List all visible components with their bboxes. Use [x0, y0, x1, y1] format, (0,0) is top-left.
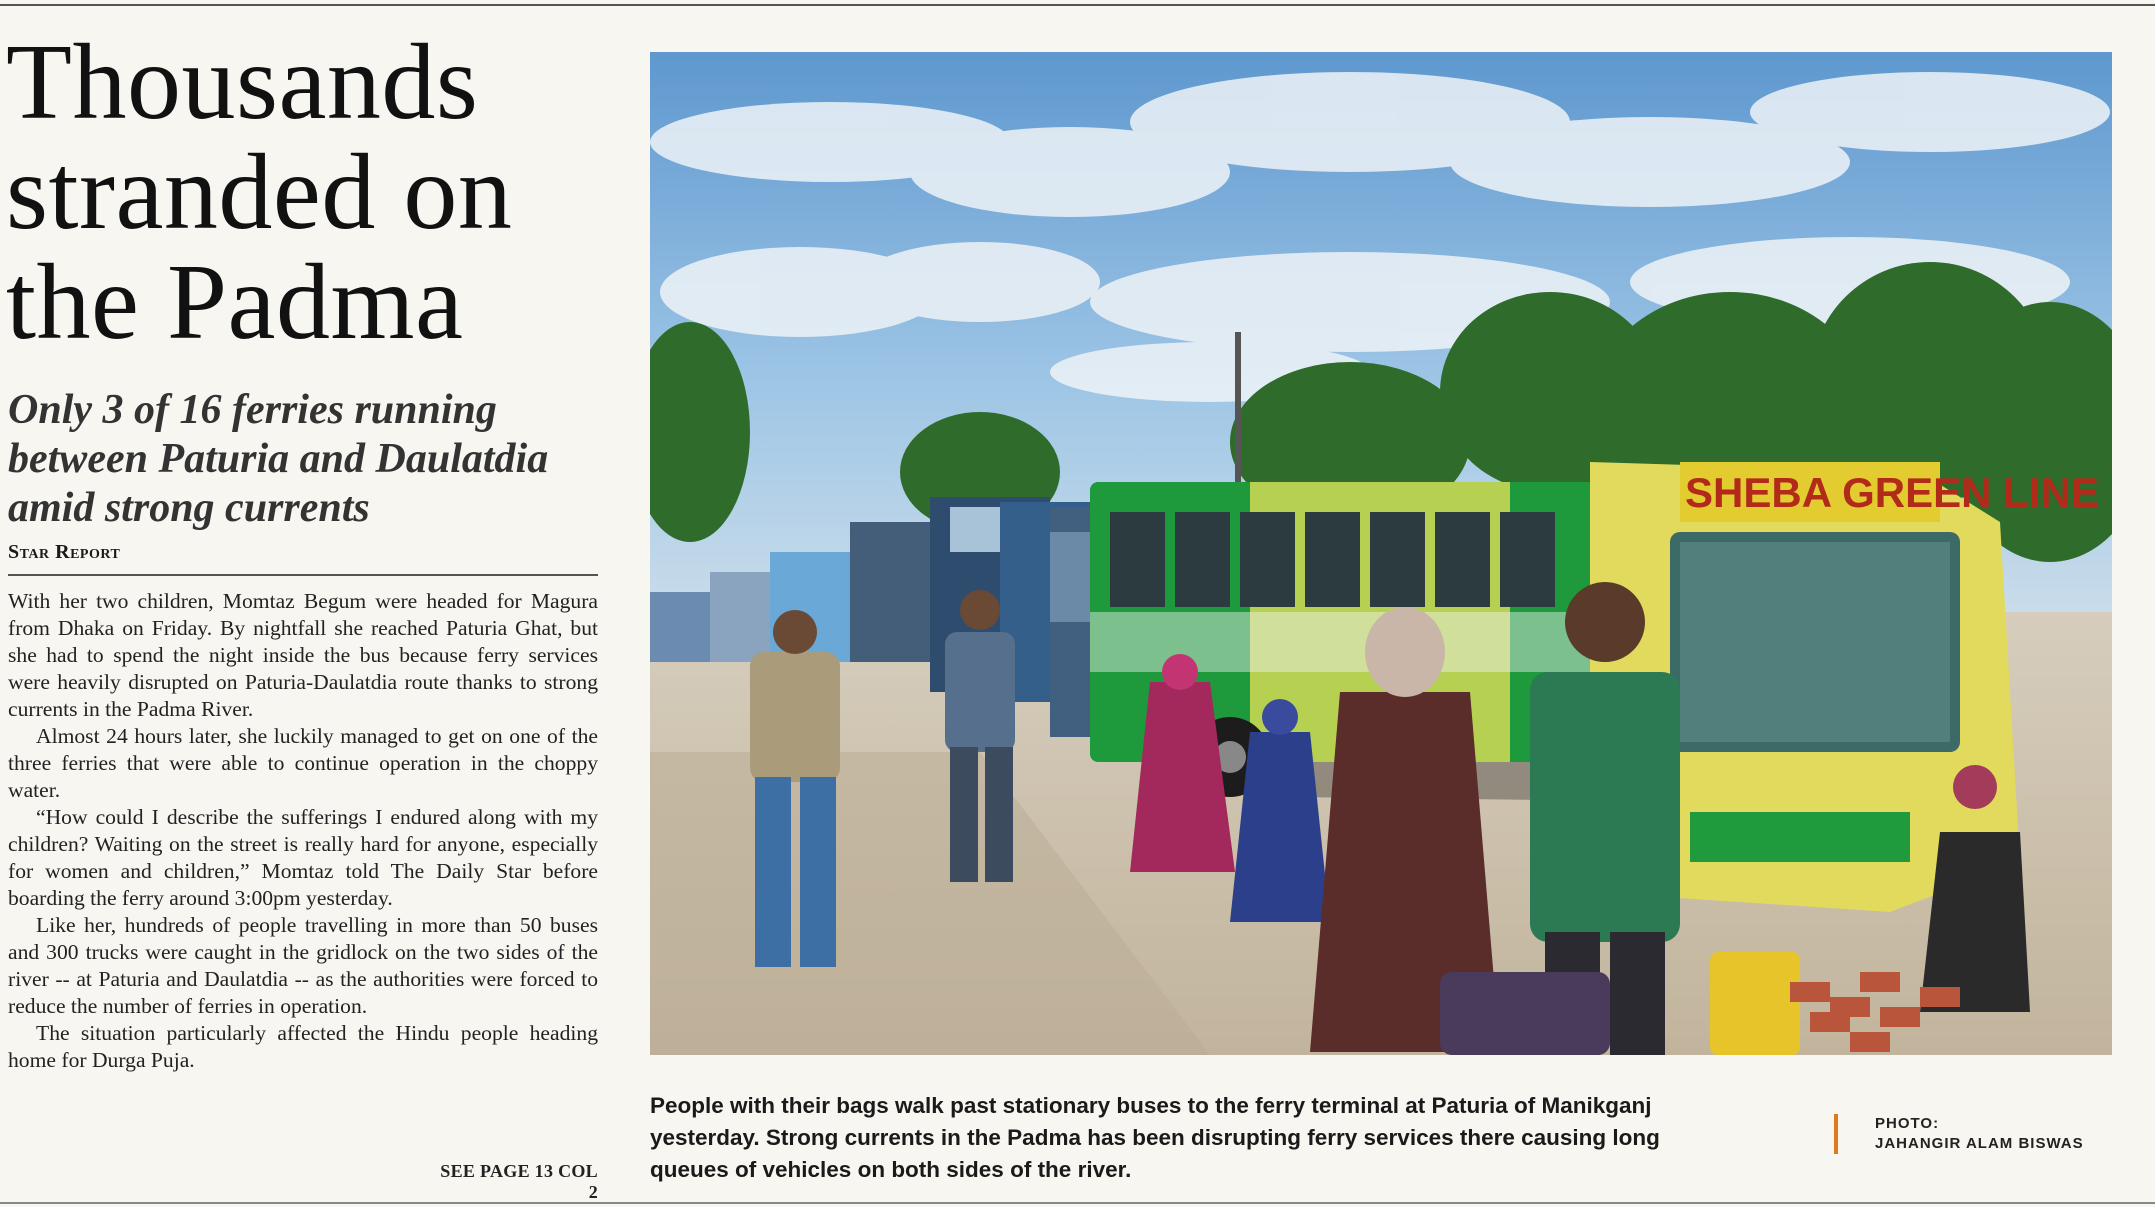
bus-sheba-sign: SHEBA GREEN LINE — [1685, 469, 2099, 516]
headline-line-2: stranded on — [6, 133, 513, 252]
news-photo — [650, 52, 2112, 1055]
article-body — [8, 588, 598, 1074]
photo-credit-name: JAHANGIR ALAM BISWAS — [1875, 1135, 2084, 1152]
paragraph: Almost 24 hours later, she luckily managed to get on one of the three ferries that were able to continue operation in the choppy water. — [8, 724, 598, 802]
paragraph: The situation particularly affected the Hindu people heading home for Durga Puja. — [8, 1021, 598, 1072]
photo-credit-label: PHOTO: — [1875, 1115, 1940, 1132]
photo-caption: People with their bags walk past stationary buses to the ferry terminal at Paturia of Manikganj yesterday. Strong currents in the Padma has been disrupting ferry services there causing long queues of vehicles on both sides of the river. — [650, 1093, 1660, 1182]
headline-line-3: the Padma — [6, 243, 464, 362]
paragraph: Like her, hundreds of people travelling in more than 50 buses and 300 trucks were caught in the gridlock on the two sides of the river -- at Paturia and Daulatdia -- as the authorities were forced to reduce the number of ferries in operation. — [8, 913, 598, 1018]
bottom-rule — [0, 1202, 2155, 1204]
subheadline-line-1: Only 3 of 16 ferries running — [8, 387, 497, 433]
photo-illustration — [650, 52, 2112, 1055]
continued-link[interactable]: SEE PAGE 13 COL 2 — [440, 1161, 598, 1202]
bag-yellow — [1710, 952, 1800, 1055]
paragraph: With her two children, Momtaz Begum were headed for Magura from Dhaka on Friday. By nightfall she reached Paturia Ghat, but she had to spend the night inside the bus because ferry services were heavily disrupted on Paturia-Daulatdia route thanks to strong currents in the Padma River. — [8, 589, 598, 721]
headline-line-1: Thousands — [6, 23, 479, 142]
paragraph: “How could I describe the sufferings I endured along with my children? Waiting on the street is really hard for anyone, especially for women and children,” Momtaz told The Daily Star before boarding the ferry around 3:00pm yesterday. — [8, 805, 598, 910]
subheadline — [8, 386, 608, 533]
bag-purple — [1440, 972, 1610, 1055]
top-rule — [0, 4, 2155, 6]
headline — [6, 23, 606, 362]
credit-accent-bar — [1834, 1114, 1838, 1154]
photo-credit — [1875, 1114, 2115, 1154]
subheadline-line-3: amid strong currents — [8, 485, 370, 531]
byline: Star Report — [8, 541, 598, 576]
subheadline-line-2: between Paturia and Daulatdia — [8, 436, 549, 482]
